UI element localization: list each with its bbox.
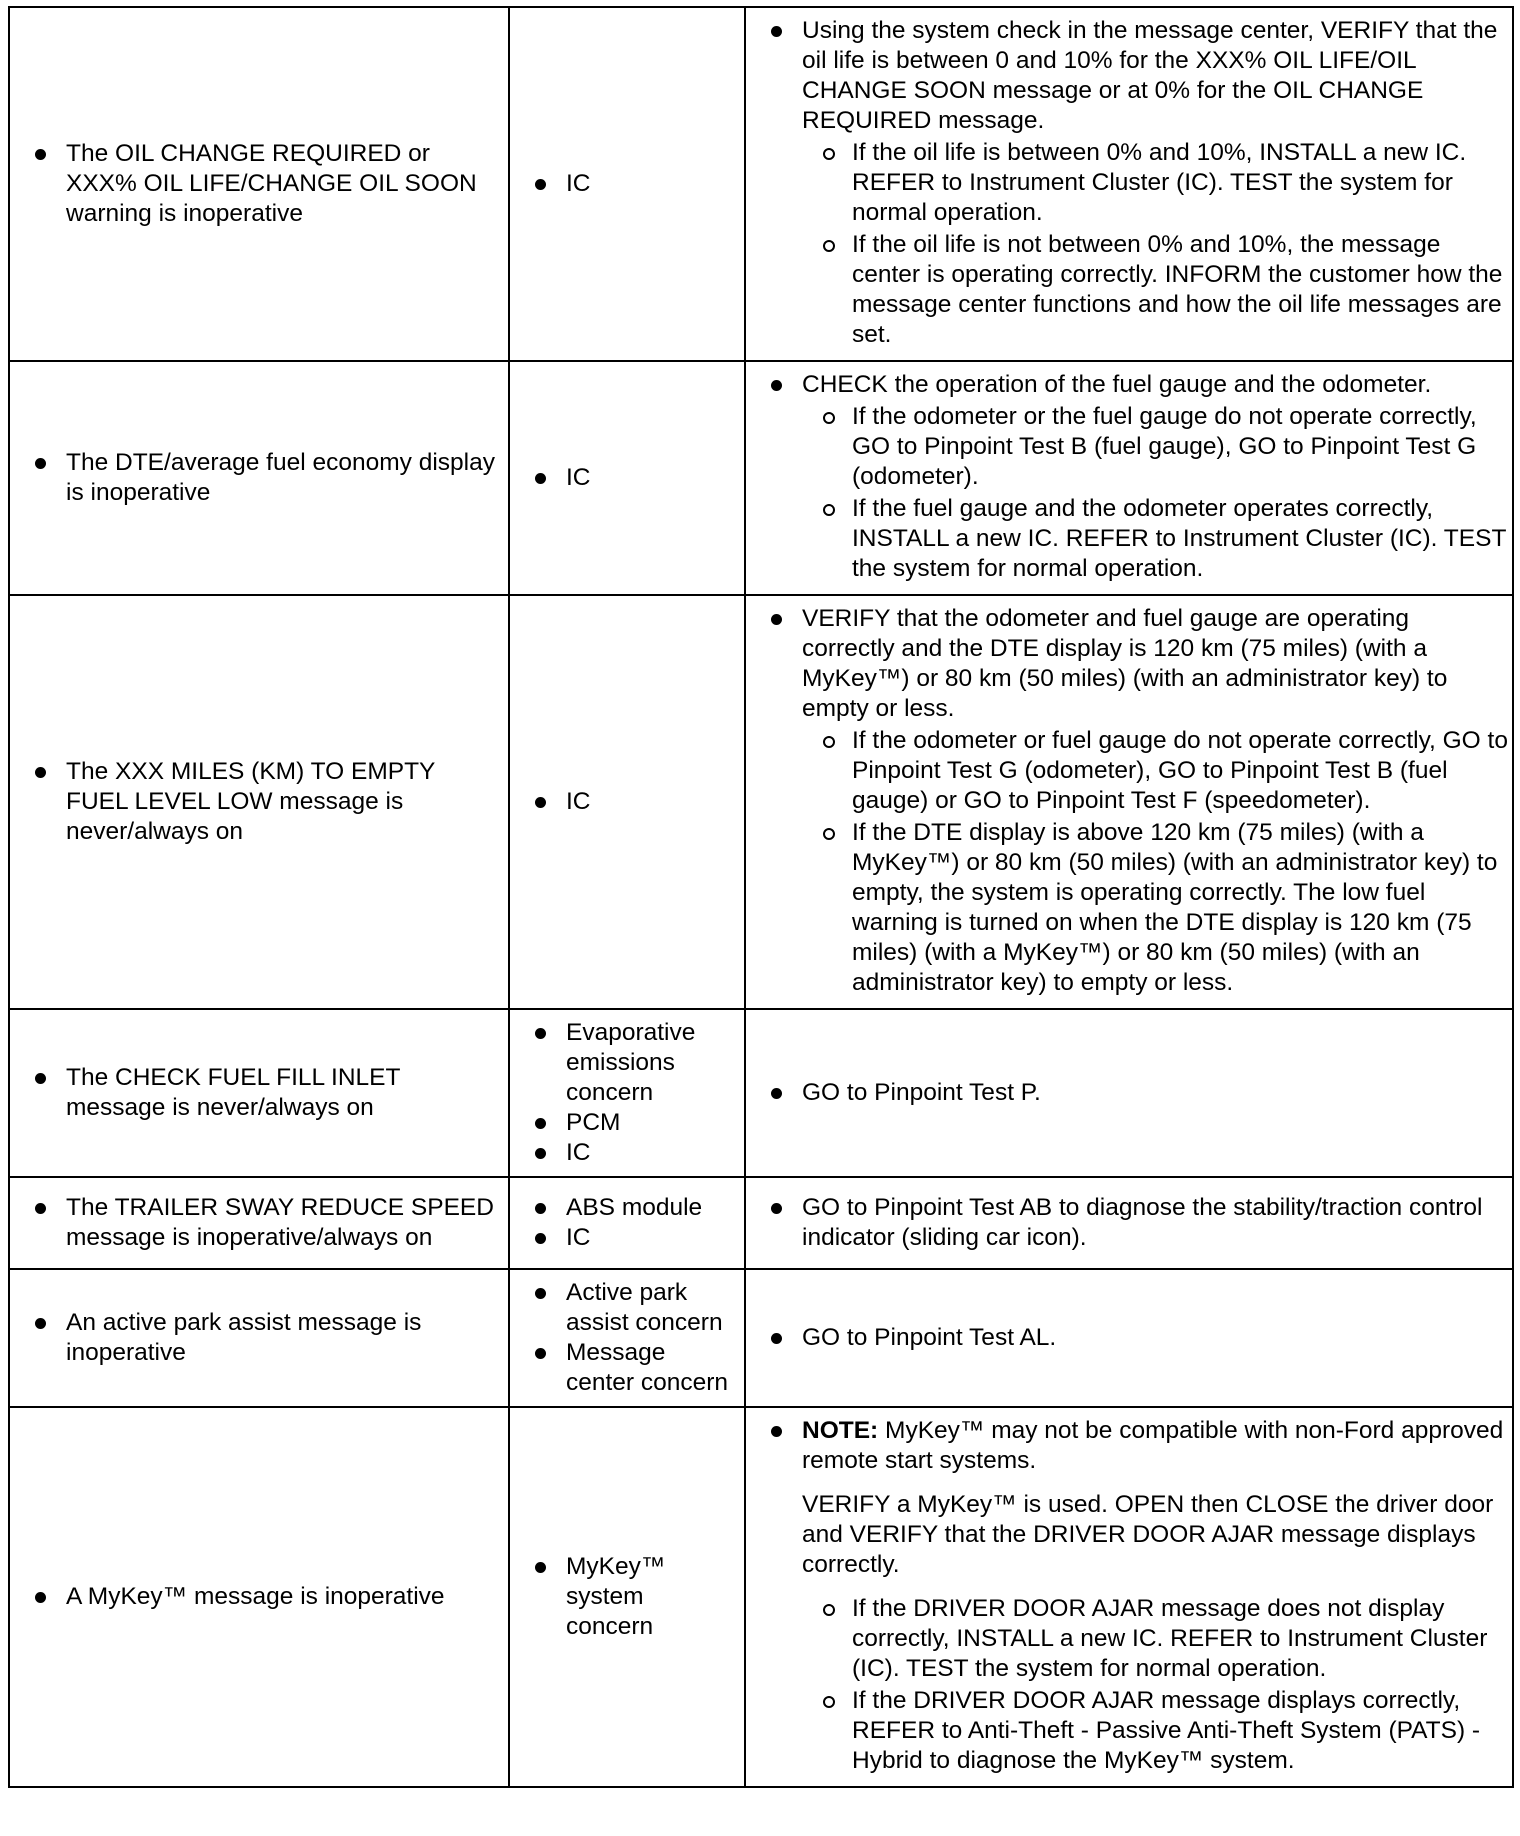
table-row (9, 1269, 1513, 1407)
sub-action-item: If the fuel gauge and the odometer operates correctly, INSTALL a new IC. REFER to Instrument Cluster (IC). TEST the system for normal operation. (768, 494, 1508, 584)
table-row (9, 361, 1513, 595)
table-row (9, 1009, 1513, 1177)
action-cell (745, 595, 1513, 1009)
source-cell (509, 1269, 745, 1407)
condition-cell (9, 7, 509, 361)
condition-text: A MyKey™ message is inoperative (32, 1582, 498, 1612)
table-row (9, 1407, 1513, 1787)
sub-action-item: If the DTE display is above 120 km (75 miles) (with a MyKey™) or 80 km (50 miles) (with an administrator key) to empty, the system is operating correctly. The low fuel warning is turned on when the DTE display is 120 km (75 miles) (with a MyKey™) or 80 km (50 miles) (with an administrator key) to empty or less. (768, 818, 1508, 998)
action-item (768, 370, 1508, 400)
source-cell (509, 595, 745, 1009)
action-text: GO to Pinpoint Test P. (768, 1078, 1508, 1108)
action-item (768, 1416, 1508, 1476)
condition-text: The XXX MILES (KM) TO EMPTY FUEL LEVEL LOW message is never/always on (32, 757, 498, 847)
source-item: Evaporative emissions concern (532, 1018, 734, 1108)
condition-text: An active park assist message is inoperative (32, 1308, 498, 1368)
sub-action-item: If the DRIVER DOOR AJAR message does not display correctly, INSTALL a new IC. REFER to Instrument Cluster (IC). TEST the system for normal operation. (768, 1594, 1508, 1684)
source-item: PCM (532, 1108, 734, 1138)
condition-cell (9, 595, 509, 1009)
condition-cell (9, 1009, 509, 1177)
source-item: ABS module (532, 1193, 734, 1223)
source-cell (509, 1009, 745, 1177)
source-item: IC (532, 1138, 734, 1168)
source-cell (509, 1407, 745, 1787)
action-cell (745, 1269, 1513, 1407)
source-cell (509, 361, 745, 595)
condition-cell (9, 1177, 509, 1269)
diagnostic-table-page (8, 6, 1512, 1788)
action-cell (745, 7, 1513, 361)
symptom-chart-table (8, 6, 1514, 1788)
condition-cell (9, 1407, 509, 1787)
action-text: GO to Pinpoint Test AL. (768, 1323, 1508, 1353)
sub-action-item: If the oil life is between 0% and 10%, INSTALL a new IC. REFER to Instrument Cluster (IC). TEST the system for normal operation. (768, 138, 1508, 228)
condition-text: The CHECK FUEL FILL INLET message is never/always on (32, 1063, 498, 1123)
source-item: Message center concern (532, 1338, 734, 1398)
action-cell (745, 361, 1513, 595)
action-text: MyKey™ may not be compatible with non-Ford approved remote start systems. (802, 1417, 1504, 1474)
source-item: IC (532, 787, 734, 817)
table-row (9, 1177, 1513, 1269)
action-item (768, 16, 1508, 136)
sub-action-item: If the odometer or fuel gauge do not operate correctly, GO to Pinpoint Test G (odometer), GO to Pinpoint Test B (fuel gauge) or GO to Pinpoint Test F (speedometer). (768, 726, 1508, 816)
table-row (9, 595, 1513, 1009)
condition-text: The DTE/average fuel economy display is inoperative (32, 448, 498, 508)
source-item: Active park assist concern (532, 1278, 734, 1338)
action-paragraph: VERIFY a MyKey™ is used. OPEN then CLOSE the driver door and VERIFY that the DRIVER DOOR AJAR message displays correctly. (802, 1491, 1494, 1578)
action-text: GO to Pinpoint Test AB to diagnose the stability/traction control indicator (sliding car icon). (768, 1193, 1508, 1253)
action-item (768, 604, 1508, 724)
action-text: CHECK the operation of the fuel gauge and the odometer. (802, 371, 1432, 398)
source-item: IC (532, 463, 734, 493)
note-label: NOTE: (802, 1417, 879, 1444)
table-row (9, 7, 1513, 361)
source-cell (509, 1177, 745, 1269)
condition-text: The TRAILER SWAY REDUCE SPEED message is inoperative/always on (32, 1193, 498, 1253)
action-cell (745, 1009, 1513, 1177)
sub-action-item: If the odometer or the fuel gauge do not operate correctly, GO to Pinpoint Test B (fuel gauge), GO to Pinpoint Test G (odometer). (768, 402, 1508, 492)
sub-action-item: If the oil life is not between 0% and 10%, the message center is operating correctly. INFORM the customer how the message center functions and how the oil life messages are set. (768, 230, 1508, 350)
source-item: IC (532, 1223, 734, 1253)
condition-cell (9, 361, 509, 595)
action-text: Using the system check in the message center, VERIFY that the oil life is between 0 and 10% for the XXX% OIL LIFE/OIL CHANGE SOON message or at 0% for the OIL CHANGE REQUIRED message. (802, 17, 1498, 134)
sub-action-item: If the DRIVER DOOR AJAR message displays correctly, REFER to Anti-Theft - Passive Anti-Theft System (PATS) - Hybrid to diagnose the MyKey™ system. (768, 1686, 1508, 1776)
condition-text: The OIL CHANGE REQUIRED or XXX% OIL LIFE/CHANGE OIL SOON warning is inoperative (32, 139, 498, 229)
source-cell (509, 7, 745, 361)
source-item: MyKey™ system concern (532, 1552, 734, 1642)
condition-cell (9, 1269, 509, 1407)
source-item: IC (532, 169, 734, 199)
action-cell (745, 1177, 1513, 1269)
action-text: VERIFY that the odometer and fuel gauge are operating correctly and the DTE display is 120 km (75 miles) (with a MyKey™) or 80 km (50 miles) (with an administrator key) to empty or less. (802, 605, 1448, 722)
action-cell (745, 1407, 1513, 1787)
